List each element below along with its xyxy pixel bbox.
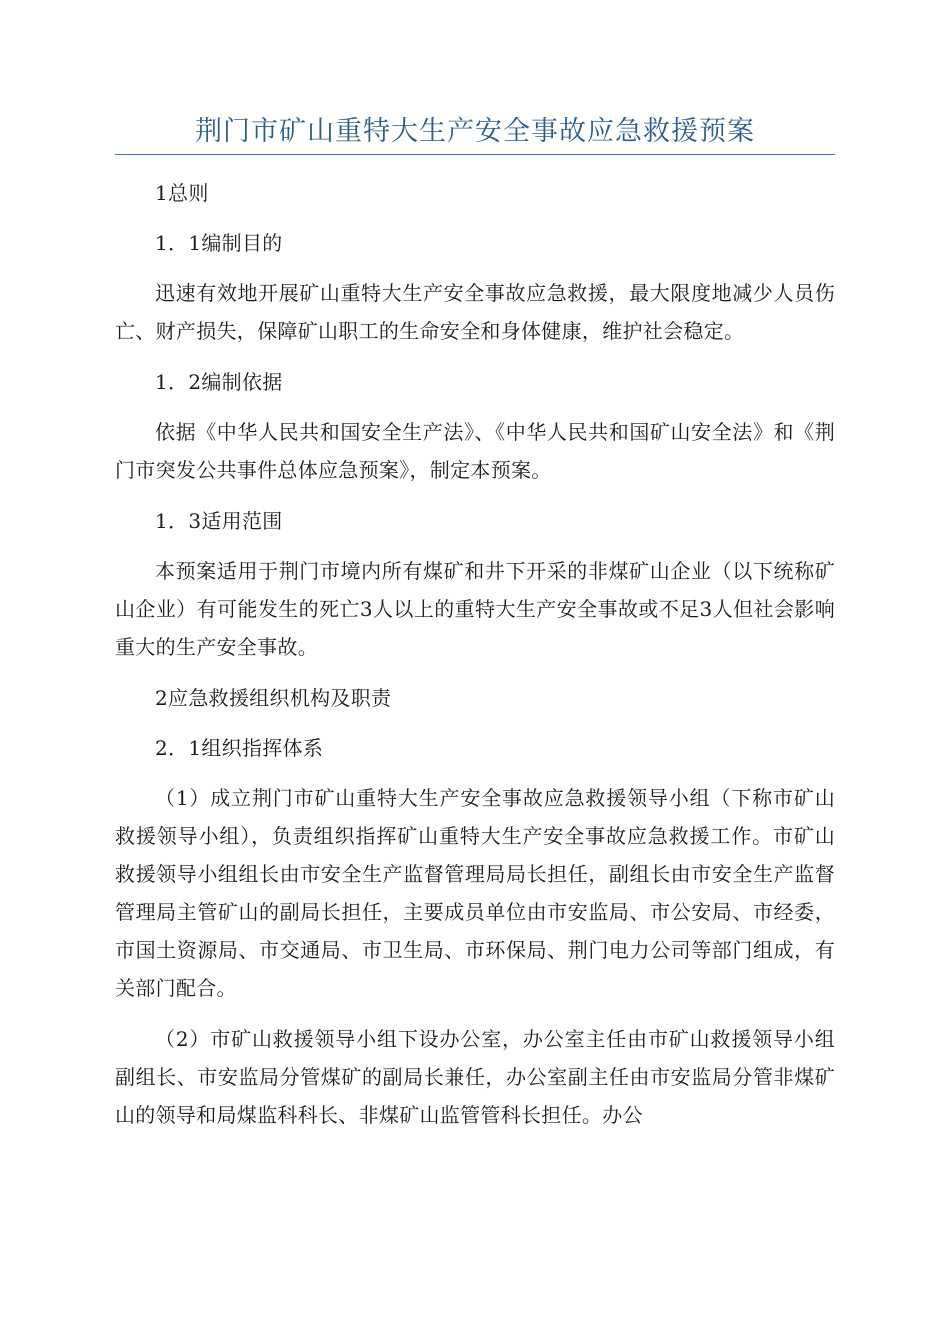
heading-general-principles: 1总则 <box>155 181 209 205</box>
paragraph-office: （2）市矿山救援领导小组下设办公室，办公室主任由市矿山救援领导小组副组长、市安监局分管煤矿的副局长兼任，办公室副主任由市安监局分管非煤矿山的领导和局煤监科科长、非煤矿山监管管科长担任。办公 <box>115 1027 835 1127</box>
document-title: 荆门市矿山重特大生产安全事故应急救援预案 <box>195 116 755 147</box>
heading-purpose: 1．1编制目的 <box>155 231 283 255</box>
title-underline <box>115 154 835 155</box>
heading-command-system: 2．1组织指挥体系 <box>155 736 324 760</box>
paragraph-scope: 本预案适用于荆门市境内所有煤矿和井下开采的非煤矿山企业（以下统称矿山企业）有可能发生的死亡3人以上的重特大生产安全事故或不足3人但社会影响重大的生产安全事故。 <box>115 559 835 659</box>
document-body <box>115 174 835 1147</box>
heading-scope: 1．3适用范围 <box>155 509 283 533</box>
heading-organization: 2应急救援组织机构及职责 <box>155 686 392 710</box>
paragraph-purpose: 迅速有效地开展矿山重特大生产安全事故应急救援，最大限度地减少人员伤亡、财产损失，保障矿山职工的生命安全和身体健康，维护社会稳定。 <box>115 281 835 343</box>
paragraph-basis: 依据《中华人民共和国安全生产法》、《中华人民共和国矿山安全法》和《荆门市突发公共事件总体应急预案》，制定本预案。 <box>115 420 835 482</box>
paragraph-leading-group: （1）成立荆门市矿山重特大生产安全事故应急救援领导小组（下称市矿山救援领导小组），负责组织指挥矿山重特大生产安全事故应急救援工作。市矿山救援领导小组组长由市安全生产监督管理局局长担任，副组长由市安全生产监督管理局主管矿山的副局长担任，主要成员单位由市安监局、市公安局、市经委，市国土资源局、市交通局、市卫生局、市环保局、荆门电力公司等部门组成，有关部门配合。 <box>115 786 835 1000</box>
heading-basis: 1．2编制依据 <box>155 370 283 394</box>
